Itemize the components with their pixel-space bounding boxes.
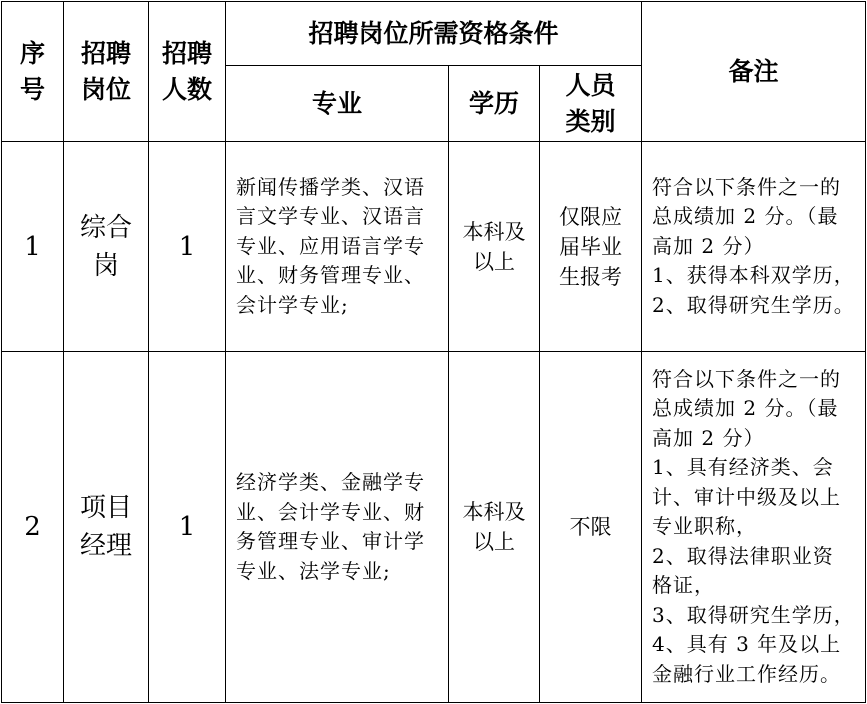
row-education [449,142,540,352]
header-count-line: 招聘 [161,38,212,68]
row-count: 1 [149,142,226,352]
header-category-line: 人员 [565,70,616,100]
row-remarks-line: 符合以下条件之一的 [652,174,841,199]
row-major-line: 务管理专业、审计学 [236,529,425,553]
row-remarks-line: 1、获得本科双学历， [652,263,855,288]
row-category-line: 仅限应 [559,204,622,229]
row-remarks-line: 金融行业工作经历。 [652,661,841,686]
row-major-line: 新闻传播学类、汉语 [236,174,425,199]
row-education-line: 本科及 [462,500,526,524]
row-education-line: 以上 [473,249,515,274]
row-position-line: 岗 [92,250,119,281]
header-category-line: 类别 [565,106,616,136]
header-requirements: 招聘岗位所需资格条件 [226,2,642,66]
row-remarks [642,352,866,703]
row-remarks-line: 格证， [652,573,715,598]
row-remarks-line: 专业职称， [652,514,757,539]
header-education: 学历 [449,66,540,142]
row-remarks-line: 高加 2 分） [652,233,765,258]
header-count [149,2,226,142]
row-major-line: 经济学类、金融学专 [236,470,425,494]
header-position-line: 岗位 [80,74,131,104]
row-position [64,352,149,703]
row-remarks-line: 计、审计中级及以上 [652,484,841,509]
row-major [226,352,449,703]
row-remarks-line: 2、取得法律职业资 [652,543,834,568]
row-major-line: 业、会计学专业、财 [236,499,425,524]
header-seq-line: 号 [19,74,45,104]
header-position-line: 招聘 [80,38,131,68]
row-major-line: 专业、法学专业; [236,558,391,583]
header-count-line: 人数 [161,74,212,104]
header-seq [2,2,64,142]
header-position [64,2,149,142]
row-position-line: 综合 [79,212,132,243]
recruitment-table [1,1,866,703]
row-major-line: 会计学专业; [236,292,349,317]
row-remarks-line: 2、取得研究生学历。 [652,292,855,317]
row-education [449,352,540,703]
row-position [64,142,149,352]
row-remarks-line: 4、具有 3 年及以上 [652,632,842,657]
header-category [540,66,642,142]
row-position-line: 经理 [79,531,132,561]
row-major [226,142,449,352]
header-major: 专业 [226,66,449,142]
row-education-line: 本科及 [462,219,526,244]
table-row [2,142,866,352]
row-seq: 2 [2,352,64,703]
table-row [2,352,866,703]
row-remarks-line: 符合以下条件之一的 [652,366,841,391]
row-remarks-line: 总成绩加 2 分。（最 [652,204,839,229]
row-major-line: 言文学专业、汉语言 [236,204,425,229]
row-major-line: 专业、应用语言学专 [236,233,425,258]
row-remarks-line: 高加 2 分） [652,425,765,450]
row-remarks-line: 总成绩加 2 分。（最 [652,396,839,421]
row-remarks-line: 1、具有经济类、会 [652,455,834,480]
header-seq-line: 序 [19,38,45,68]
row-category [540,142,642,352]
row-seq: 1 [2,142,64,352]
row-category-line: 届毕业 [559,234,622,259]
row-remarks [642,142,866,352]
row-position-line: 项目 [79,493,132,523]
row-education-line: 以上 [473,530,515,554]
row-major-line: 业、财务管理专业、 [236,263,425,288]
header-row-1 [2,2,866,66]
row-category-line: 生报考 [559,264,622,289]
row-category-line: 不限 [569,515,612,539]
header-remarks: 备注 [642,2,866,142]
row-count: 1 [149,352,226,703]
row-category [540,352,642,703]
row-remarks-line: 3、取得研究生学历， [652,602,855,627]
